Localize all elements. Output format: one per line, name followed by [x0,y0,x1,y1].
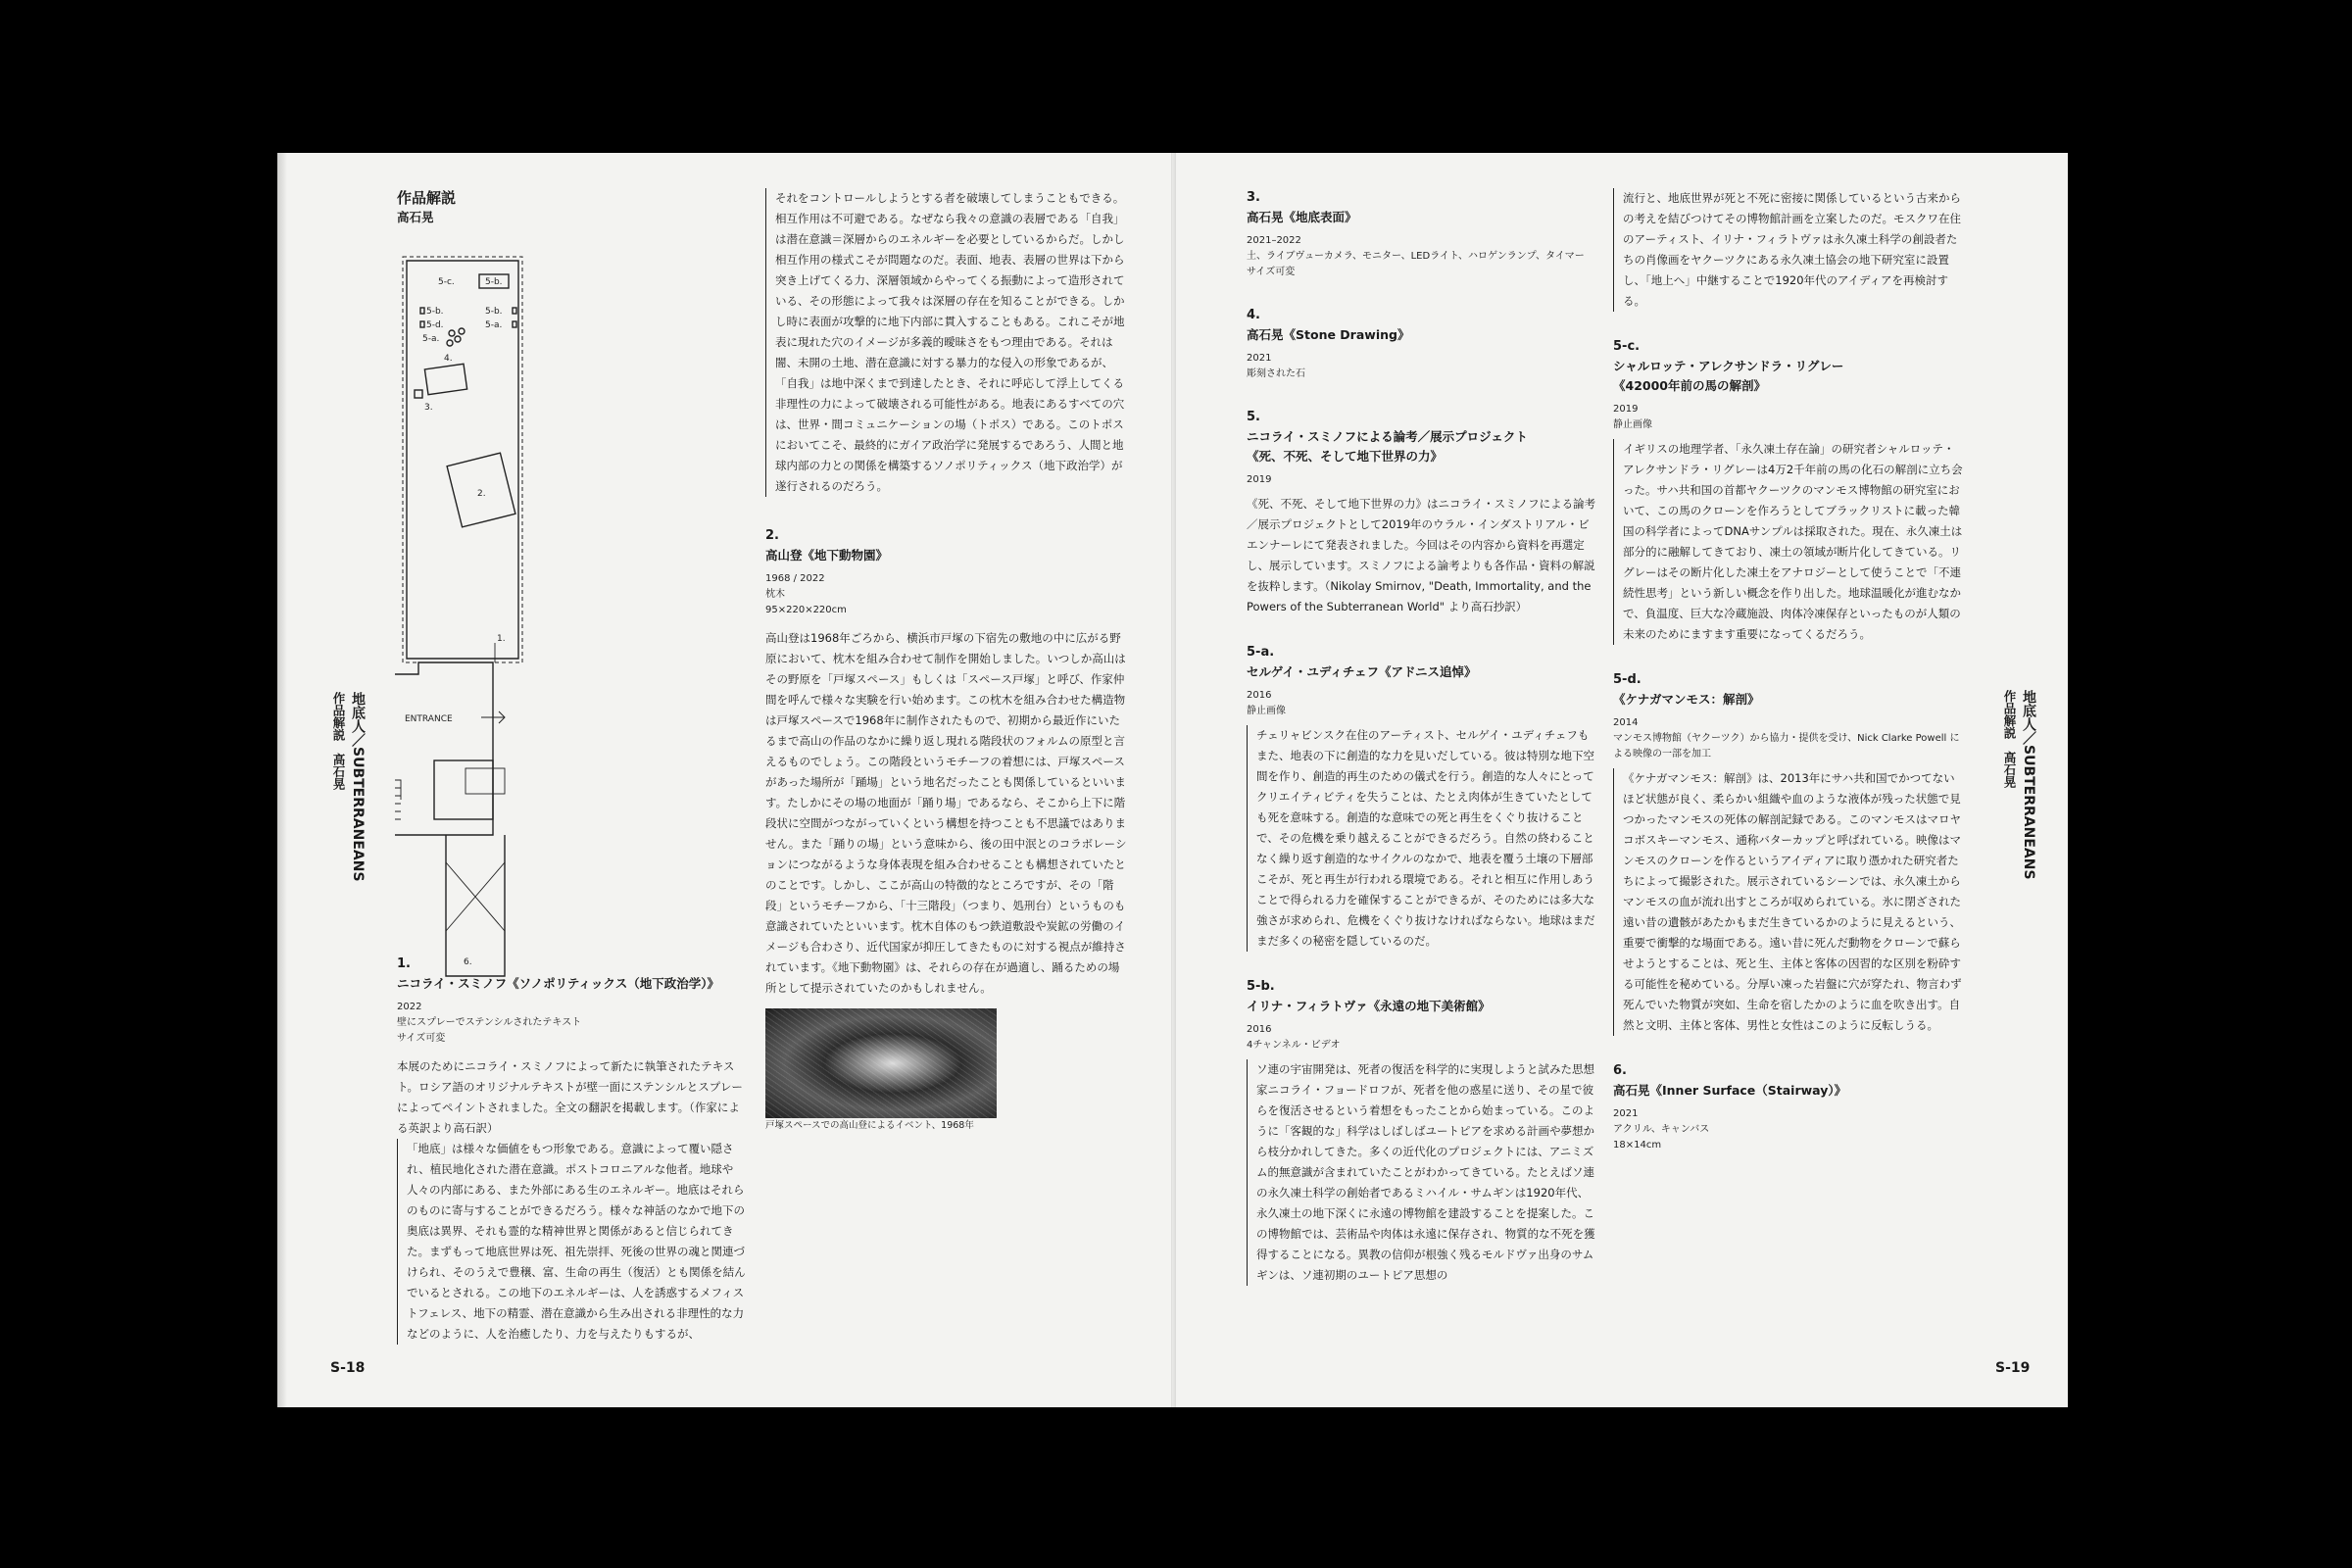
item-6-year: 2021 [1613,1108,1639,1119]
event-photo [765,1008,997,1118]
item-3-number: 3. [1247,190,1260,205]
plan-label-5d: 5-d. [426,320,444,330]
item-4-number: 4. [1247,308,1260,322]
item-1-quote: 「地底」は様々な価値をもつ形象である。意識によって覆い隠され、植民地化された潜在意識。ポストコロニアルな他者。地球や人々の内部にある、また外部にある生のエネルギー。地底はそれらのものに寄与することができるだろう。様々な神話のなかで地下の奥底は異界、それも霊的な精神世界と関係があると信じられてきた。まずもって地底世界は死、祖先崇拝、死後の世界の魂と関連づけられ、そのうえで豊穣、富、生命の再生（復活）とも関係を結んでいるとされる。この地下のエネルギーは、人を誘惑するメフィストフェレス、地下の精霊、潜在意識から生み出される非理性的な力などのように、人を治癒したり、力を与えたりもするが、 [397,1139,750,1345]
item-1-quote-continued: それをコントロールしようとする者を破壊してしまうこともできる。相互作用は不可避である。なぜなら我々の意識の表層である「自我」は潜在意識＝深層からのエネルギーを必要としているからだ。しかし相互作用の様式こそが問題なのだ。表面、地表、表層の世界は下から突き上げてくる力、深層領域からやってくる振動によって造形されている、その形態によって我々は深層の存在を知ることができる。しかし時に表面が攻撃的に地下内部に貫入することもある。これこそが地表に現れた穴のイメージが多義的曖昧さをもつ理由である。それは闇、未開の土地、潜在意識に対する暴力的な侵入の形象であるが、「自我」は地中深くまで到達したとき、それに呼応して浮上してくる非理性の力によって破壊される可能性がある。地表にあるすべての穴は、世界・間コミュニケーションの場（トポス）である。このトポスにおいてこそ、最終的にガイア政治学に発展するであろう、人間と地球内部の力との関係を構築するソノポリティックス（地下政治学）が遂行されるのだろう。 [765,188,1128,497]
item-5a [1247,643,1599,952]
item-1-size: サイズ可変 [397,1033,446,1044]
item-2-body: 高山登は1968年ごろから、横浜市戸塚の下宿先の敷地の中に広がる野原において、枕木を組み合わせて制作を開始しました。いつしか高山はその野原を「戸塚スペース」もしくは「スペース戸塚」と呼び、作家仲間を呼んで様々な実験を行い始めます。この枕木を組み合わせた構造物は戸塚スペースで1968年に制作されたもので、初期から最近作にいたるまで高山の作品のなかに繰り返し現れる階段状のフォルムの原型と言えるものでしょう。この階段というモチーフの着想には、戸塚スペースがあった場所が「踊場」という地名だったことも関係しているといいます。たしかにその場の地面が「踊り場」であるなら、そこから上下に階段状に空間がつながっていくという構想を持つことも不思議ではありません。また「踊りの場」という意味から、後の田中泯とのコラボレーションにつながるような身体表現を組み合わせることも構想されていたとのことです。しかし、ここが高山の特徴的なところですが、その「階段」というモチーフから、「十三階段」（つまり、処刑台）というものも意識されていたといいます。枕木自体のもつ鉄道敷設や炭鉱の労働のイメージも合わさり、近代国家が抑圧してきたものに対する視点が維持されています。《地下動物園》は、それらの存在が過適し、踊るための場所として提示されていたのかもしれません。 [765,631,1127,995]
item-5-body: 《死、不死、そして地下世界の力》はニコライ・スミノフによる論考／展示プロジェクトとして2019年のウラル・インダストリアル・ビエンナーレにて発表されました。今回はその内容から資料を再選定し、展示しています。スミノフによる論考よりも各作品・資料の解説を抜粋します。（Nikolay Smirnov, "Death, Immortality, and the Powers of the Subterranean World" より高石抄訳） [1247,497,1596,613]
plan-label-6: 6. [464,957,472,967]
item-5c [1613,337,1966,645]
left-running-head [328,692,368,882]
plan-label-5b: 5-b. [426,307,444,317]
item-2-title: 高山登《地下動物園》 [765,548,889,563]
item-5c-number: 5-c. [1613,339,1641,354]
item-2-year: 1968 / 2022 [765,573,825,584]
item-1-medium: 壁にスプレーでステンシルされたテキスト [397,1017,582,1028]
item-6-number: 6. [1613,1063,1627,1078]
plan-label-5b-top: 5-b. [485,277,503,287]
item-3 [1247,188,1599,280]
item-3-medium: 土、ライブヴューカメラ、モニター、LEDライト、ハロゲンランプ、タイマー [1247,251,1585,262]
item-1-year: 2022 [397,1002,422,1012]
item-5b-number: 5-b. [1247,979,1275,994]
plan-label-4: 4. [444,354,453,364]
item-5a-medium: 静止画像 [1247,706,1286,716]
item-5d-body: 《ケナガマンモス：解剖》は、2013年にサハ共和国でかつてないほど状態が良く、柔らかい組織や血のような液体が残った状態で見つかったマンモスの死体の解剖記録である。このマンモスはマロヤコボスキーマンモス、通称バターカップと呼ばれている。映像はマンモスのクローンを作るというアイディアに取り憑かれた研究者たちによって撮影された。展示されているシーンでは、永久凍土からマンモスの血が流れ出すところが収められている。氷に閉ざされた遠い昔の遺骸があたかもまだ生きているかのように見えるという、重要で衝撃的な場面である。遠い昔に死んだ動物をクローンで蘇らせようとすることは、死と生、主体と客体の因習的な区別を粉砕する可能性を秘めている。分厚い凍った岩盤に穴が穿たれ、物言わず死んでいた物質が突如、生命を宿したかのように血を吹き出す。自然と文明、主体と客体、男性と女性はこのように反転しうる。 [1613,768,1966,1036]
item-4-year: 2021 [1247,353,1272,364]
plan-label-5c: 5-c. [438,277,455,287]
photo-caption: 戸塚スペースでの高山登によるイベント、1968年 [765,1120,974,1131]
item-5d-medium: マンモス博物館（ヤクーツク）から協力・提供を受け、Nick Clarke Powell による映像の一部を加工 [1613,733,1960,760]
page-number-left: S-18 [330,1360,366,1376]
running-head-sub: 作品解説 高石晃 [2002,690,2017,788]
item-5-year: 2019 [1247,474,1272,485]
right-page [1176,153,2068,1407]
left-column-2 [765,188,1128,1134]
item-2-medium: 枕木 [765,589,785,600]
page-number-right: S-19 [1995,1360,2031,1376]
right-column-2 [1613,188,1966,1179]
item-1-body: 本展のためにニコライ・スミノフによって新たに執筆されたテキスト。ロシア語のオリジナルテキストが壁一面にステンシルとスプレーによってペイントされました。全文の翻訳を掲載します。（作家による英訳より高石訳） [397,1059,743,1135]
item-6-title: 高石晃《Inner Surface（Stairway）》 [1613,1083,1847,1098]
item-5b-body-continued: 流行と、地底世界が死と不死に密接に関係しているという古来からの考えを結びつけてその博物館計画を立案したのだ。モスクワ在住のアーティスト、イリナ・フィラトヴァは永久凍土科学の創設者たちの肖像画をヤクーツクにある永久凍土協会の地下研究室に設置し、「地上へ」中継することで1920年代のアイディアを再検討する。 [1613,188,1966,312]
running-head-title: 地底人／SUBTERRANEANS [350,692,366,882]
item-5a-year: 2016 [1247,690,1272,701]
floor-plan-diagram [395,251,630,996]
plan-label-1: 1. [497,634,506,644]
item-5c-title-2: 《42000年前の馬の解剖》 [1613,378,1766,393]
plan-label-5b-right: 5-b. [485,307,503,317]
item-5c-title: シャルロッテ・アレクサンドラ・リグレー [1613,359,1844,373]
left-header [397,188,691,227]
right-column-1 [1247,188,1599,1311]
item-6 [1613,1061,1966,1153]
item-5b-body: ソ連の宇宙開発は、死者の復活を科学的に実現しようと試みた思想家ニコライ・フョードロフが、死者を他の惑星に送り、その星で彼らを復活させるという着想をもったことから始まっている。このように「客観的な」科学はしばしばユートピアを求める計画や夢想から枝分かれしてきた。多くの近代化のプロジェクトには、アニミズム的無意識が含まれていたことがわかってきている。たとえばソ連の永久凍土科学の創始者であるミハイル・サムギンは1920年代、永久凍土の地下深くに永遠の博物館を建設することを提案した。この博物館では、芸術品や肉体は永遠に保存され、物質的な不死を獲得することになる。異教の信仰が根強く残るモルドヴァ出身のサムギンは、ソ連初期のユートピア思想の [1247,1059,1599,1286]
page-heading: 作品解説 [397,189,457,207]
item-5b-medium: 4チャンネル・ビデオ [1247,1040,1341,1051]
item-5b [1247,977,1599,1286]
item-3-title: 高石晃《地底表面》 [1247,210,1357,224]
item-5c-year: 2019 [1613,404,1639,415]
item-6-size: 18×14cm [1613,1140,1662,1151]
item-5-title-2: 《死、不死、そして地下世界の力》 [1247,449,1444,464]
item-1 [397,955,750,1345]
running-head-title: 地底人／SUBTERRANEANS [2021,690,2036,880]
item-1-title: ニコライ・スミノフ《ソノポリティックス（地下政治学）》 [397,976,720,991]
page-author: 高石晃 [397,210,434,224]
item-5-number: 5. [1247,410,1260,424]
item-1-number: 1. [397,956,411,971]
plan-label-entrance: ENTRANCE [405,714,453,724]
item-5-title: ニコライ・スミノフによる論考／展示プロジェクト [1247,429,1528,444]
item-5d-year: 2014 [1613,717,1639,728]
item-4 [1247,306,1599,382]
right-running-head [1999,690,2038,880]
item-5c-medium: 静止画像 [1613,419,1652,430]
item-5c-body: イギリスの地理学者、「永久凍土存在論」の研究者シャルロッテ・アレクサンドラ・リグレーは4万2千年前の馬の化石の解剖に立ち会った。サハ共和国の首都ヤクーツクのマンモス博物館の研究室において、この馬のクローンを作ろうとしてブラックリストに載った韓国の科学者によってDNAサンプルは採取された。現在、永久凍土は部分的に融解してきており、凍土の領域が断片化してきている。リグレーはその断片化した凍土をアナロジーとして使うことで「不連続性思考」という新しい概念を作り出した。地球温暖化が進むなかで、負温度、巨大な冷蔵施設、肉体冷凍保存といったものが人類の未来のためにますます重要になってくるだろう。 [1613,439,1966,645]
item-5b-title: イリナ・フィラトヴァ《永遠の地下美術館》 [1247,999,1491,1013]
item-5a-number: 5-a. [1247,645,1275,660]
running-head-sub: 作品解説 高石晃 [331,692,346,790]
item-5 [1247,408,1599,617]
plan-label-5a-right: 5-a. [485,320,503,330]
item-5d-title: 《ケナガマンモス：解剖》 [1613,692,1760,707]
plan-label-2: 2. [477,489,486,499]
item-3-size: サイズ可変 [1247,267,1296,277]
item-3-year: 2021–2022 [1247,235,1301,246]
item-5a-body: チェリャビンスク在住のアーティスト、セルゲイ・ユディチェフもまた、地表の下に創造的な力を見いだしている。彼は特別な地下空間を作り、創造的再生のための儀式を行う。創造的な人々にとってクリエイティビティを失うことは、たとえ肉体が生きていたとしても死を意味する。創造的な意味での死と再生をくぐり抜けることで、その危機を乗り越えることができるだろう。自然の終わることなく繰り返す創造的なサイクルのなかで、地表を覆う土壌の下層部こそが、死と再生が行われる環境である。それと相互に作用しあうことで得られる力を確保することができるが、そのためには多大な強さが求められ、危機をくぐり抜けなければならない。地球はまだまだ多くの秘密を隠しているのだ。 [1247,725,1599,952]
item-2-size: 95×220×220cm [765,605,847,615]
item-5a-title: セルゲイ・ユディチェフ《アドニス追悼》 [1247,664,1477,679]
left-page [277,153,1171,1407]
plan-label-3: 3. [424,403,433,413]
item-4-medium: 彫刻された石 [1247,368,1305,379]
item-2-number: 2. [765,528,779,543]
plan-label-5a: 5-a. [422,334,440,344]
item-5d-number: 5-d. [1613,672,1642,687]
item-5d [1613,670,1966,1036]
item-6-medium: アクリル、キャンバス [1613,1124,1710,1135]
item-2 [765,526,1128,1134]
item-5b-year: 2016 [1247,1024,1272,1035]
item-4-title: 高石晃《Stone Drawing》 [1247,327,1410,342]
